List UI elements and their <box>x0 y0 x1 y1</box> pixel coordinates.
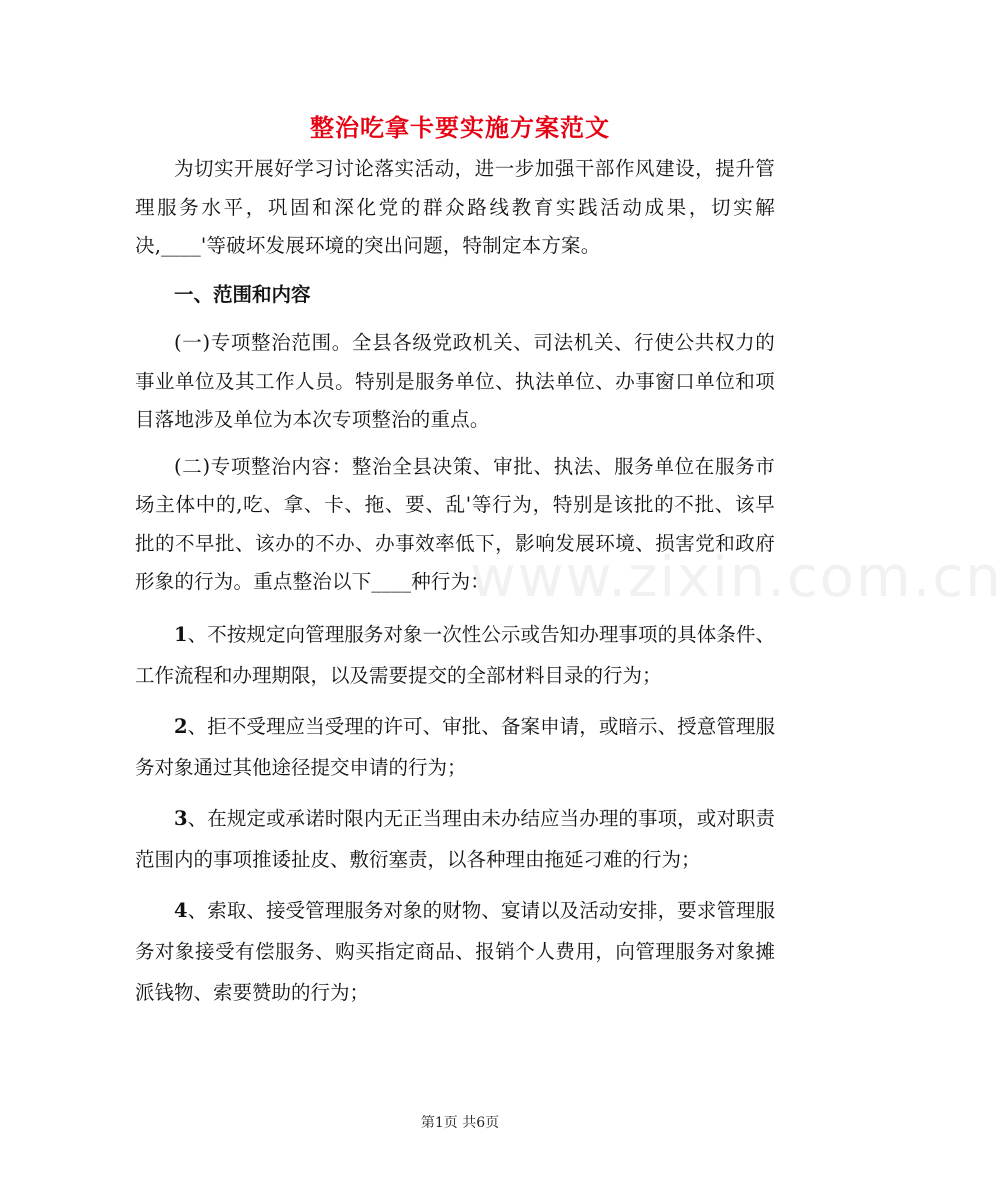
list-item-number: 4 <box>174 898 188 922</box>
watermark: www.zixin.com.cn <box>470 545 1003 610</box>
content-paragraph: (二)专项整治内容：整治全县决策、审批、执法、服务单位在服务市场主体中的,吃、拿、卡、拖、要、乱'等行为，特别是该批的不批、该早批的不早批、该办的不办、办事效率低下，影响发展环境、损害党和政府形象的行为。重点整治以下____种行为： <box>135 454 775 593</box>
list-item-text: 、在规定或承诺时限内无正当理由未办结应当办理的事项，或对职责范围内的事项推诿扯皮、敷衍塞责，以各种理由拖延刁难的行为； <box>135 806 775 871</box>
list-item <box>135 706 775 788</box>
page-number: 第1页 共6页 <box>420 1115 500 1131</box>
list-item <box>135 798 775 880</box>
document-body <box>135 150 775 1023</box>
list-item-text: 、索取、接受管理服务对象的财物、宴请以及活动安排，要求管理服务对象接受有偿服务、购买指定商品、报销个人费用，向管理服务对象摊派钱物、索要赞助的行为； <box>135 898 775 1004</box>
list-item-number: 3 <box>174 806 188 830</box>
list-item-number: 1 <box>174 622 188 646</box>
section-heading: 一、范围和内容 <box>174 282 311 306</box>
list-item <box>135 614 775 696</box>
list-item <box>135 890 775 1013</box>
intro-paragraph: 为切实开展好学习讨论落实活动，进一步加强干部作风建设，提升管理服务水平，巩固和深化党的群众路线教育实践活动成果，切实解决,____'等破坏发展环境的突出问题，特制定本方案。 <box>135 157 775 257</box>
document-title: 整治吃拿卡要实施方案范文 <box>310 113 610 142</box>
list-item-number: 2 <box>174 714 188 738</box>
list-item-text: 、拒不受理应当受理的许可、审批、备案申请，或暗示、授意管理服务对象通过其他途径提交申请的行为； <box>135 714 775 779</box>
list-item-text: 、不按规定向管理服务对象一次性公示或告知办理事项的具体条件、工作流程和办理期限，以及需要提交的全部材料目录的行为； <box>135 622 775 687</box>
scope-paragraph: (一)专项整治范围。全县各级党政机关、司法机关、行使公共权力的事业单位及其工作人员。特别是服务单位、执法单位、办事窗口单位和项目落地涉及单位为本次专项整治的重点。 <box>135 331 775 431</box>
